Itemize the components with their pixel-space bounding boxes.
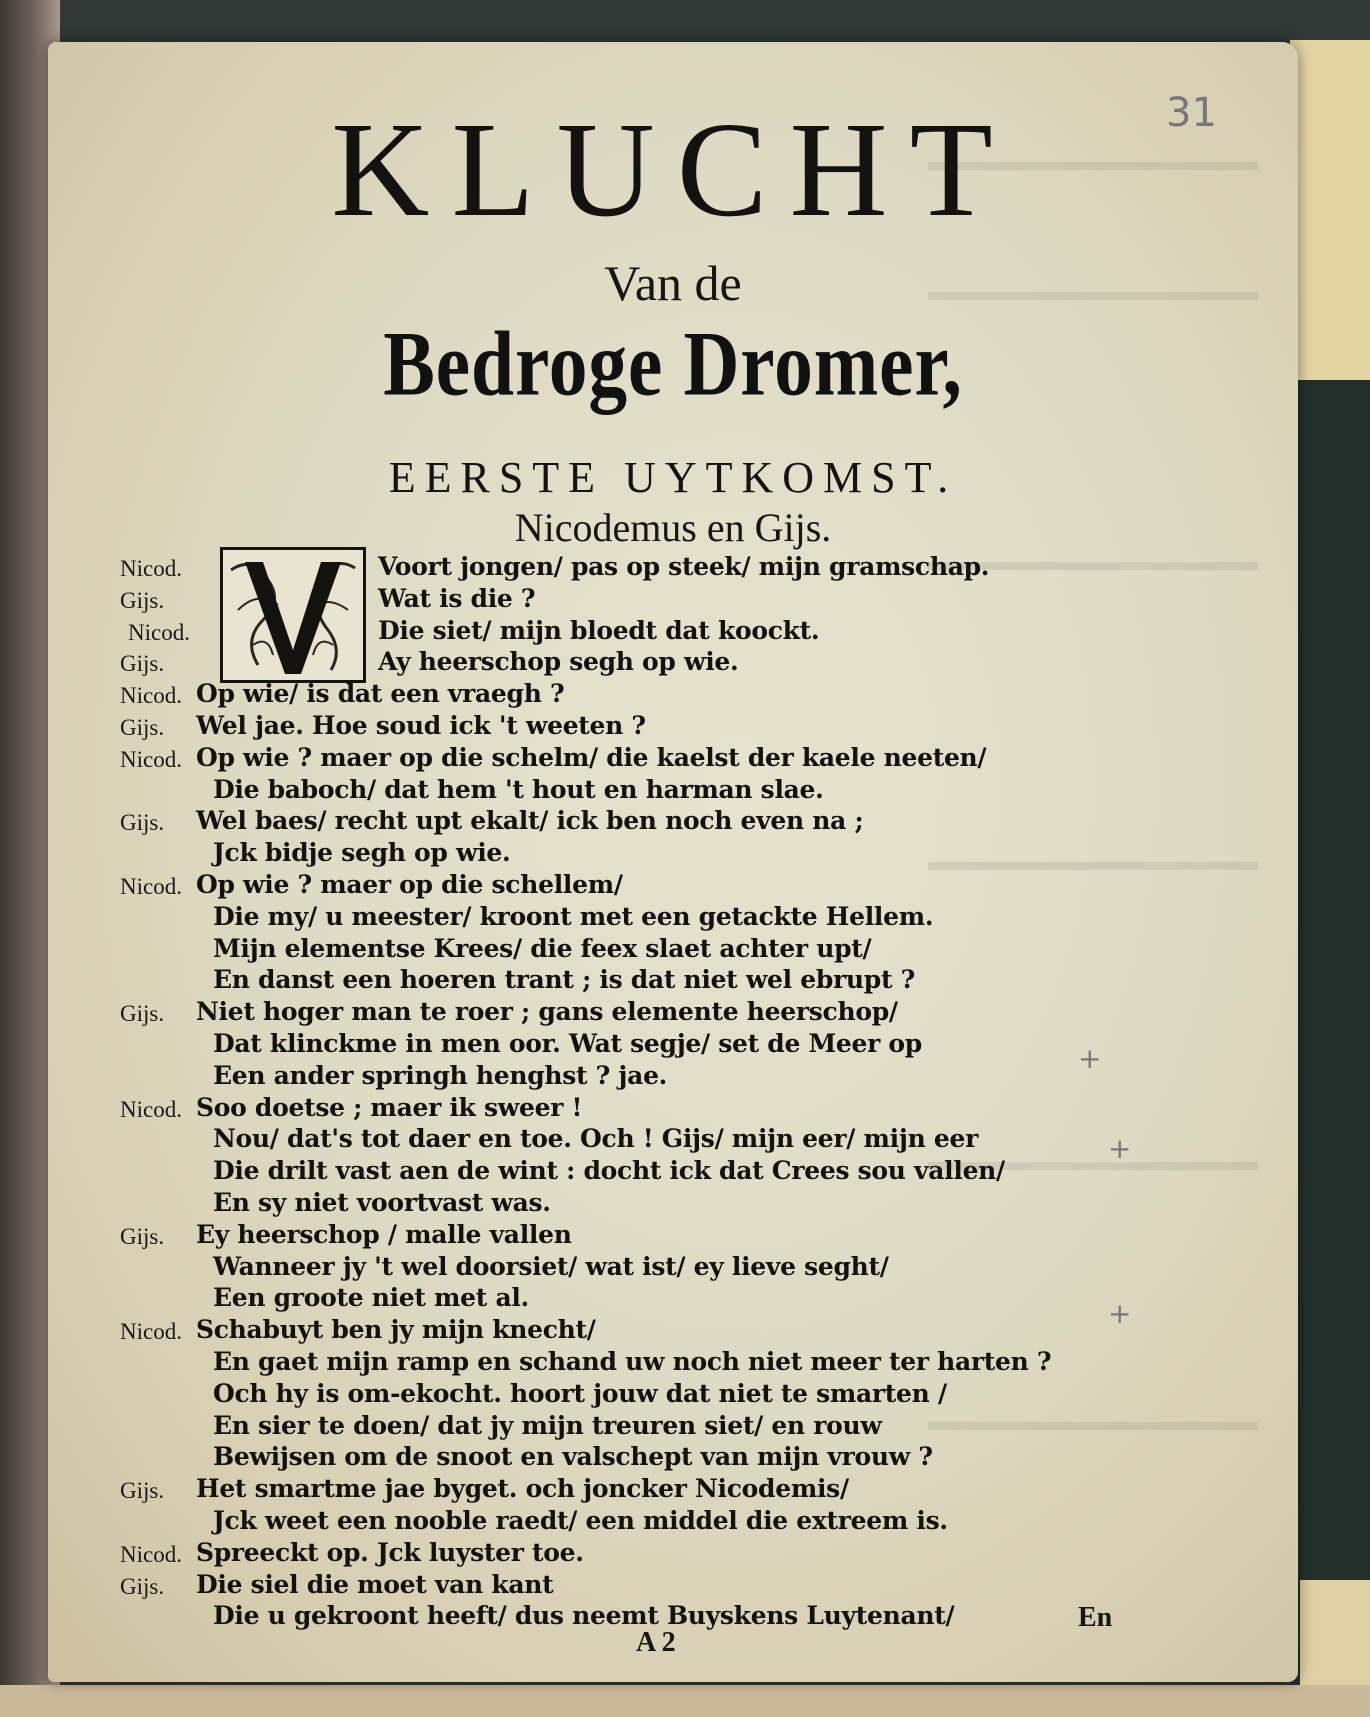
title-connector: Van de xyxy=(604,255,742,311)
speaker-name: Nicod. xyxy=(120,1319,182,1345)
verse-line: Een ander springh henghst ? jae. xyxy=(213,1060,668,1090)
speaker-name: Nicod. xyxy=(128,619,190,645)
page-title: KLUCHT xyxy=(331,95,1015,245)
speaker-name: Nicod. xyxy=(120,556,182,581)
show-through-text xyxy=(928,1422,1258,1430)
speaker-name: Gijs. xyxy=(120,715,165,740)
verse-line: Spreeckt op. Jck luyster toe. xyxy=(196,1537,584,1567)
verse-line: Die my/ u meester/ kroont met een getackte Hellem. xyxy=(213,901,934,931)
pencil-mark: + xyxy=(1108,1132,1132,1165)
verse-line: En sier te doen/ dat jy mijn treuren siet/ en rouw xyxy=(213,1410,882,1440)
verse-line: Een groote niet met al. xyxy=(213,1283,529,1313)
pencil-mark: + xyxy=(1078,1042,1102,1075)
speaker-name: Nicod. xyxy=(120,683,182,709)
verse-line: Mijn elementse Krees/ die feex slaet achter upt/ xyxy=(213,933,872,963)
verse-line: En danst een hoeren trant ; is dat niet wel ebrupt ? xyxy=(213,965,915,995)
verse-line: Soo doetse ; maer ik sweer ! xyxy=(196,1092,583,1122)
verse-line: Die siel die moet van kant xyxy=(196,1569,554,1599)
book-page xyxy=(48,42,1298,1682)
verse-line: En gaet mijn ramp en schand uw noch niet meer ter harten ? xyxy=(213,1347,1052,1376)
verse-line: Die siet/ mijn bloedt dat koockt. xyxy=(378,615,820,645)
verse-line: Dat klinckme in men oor. Wat segje/ set de Meer op xyxy=(213,1029,922,1058)
verse-line: Die u gekroont heeft/ dus neemt Buyskens Luytenant/ xyxy=(213,1601,955,1631)
verse-line: Niet hoger man te roer ; gans elemente heerschop/ xyxy=(196,997,898,1027)
verse-line: Wat is die ? xyxy=(378,583,536,613)
speaker-name: Gijs. xyxy=(120,651,165,677)
verse-line: Ay heerschop segh op wie. xyxy=(378,647,739,677)
verse-line: Op wie/ is dat een vraegh ? xyxy=(196,679,565,709)
verse-line: Schabuyt ben jy mijn knecht/ xyxy=(196,1315,596,1345)
verse-line: Bewijsen om de snoot en valschept van mijn vrouw ? xyxy=(213,1442,933,1472)
speaker-name: Gijs. xyxy=(120,1573,165,1599)
verse-line: Wel jae. Hoe soud ick 't weeten ? xyxy=(196,711,646,740)
speaker-name: Nicod. xyxy=(120,1096,182,1122)
speaker-name: Gijs. xyxy=(120,1478,165,1504)
verse-line: Och hy is om-ekocht. hoort jouw dat niet te smarten / xyxy=(213,1378,947,1408)
speaker-name: Gijs. xyxy=(120,810,165,836)
verse-line: Wel baes/ recht upt ekalt/ ick ben noch even na ; xyxy=(196,806,864,836)
verse-line: Nou/ dat's tot daer en toe. Och ! Gijs/ mijn eer/ mijn eer xyxy=(213,1124,978,1154)
verse-line: Die drilt vast aen de wint : docht ick dat Crees sou vallen/ xyxy=(213,1156,1005,1186)
show-through-text xyxy=(928,862,1258,870)
scene-heading: EERSTE UYTKOMST. xyxy=(388,453,958,502)
main-title: Bedroge Dromer, xyxy=(383,313,963,416)
verse-line: Op wie ? maer op die schelm/ die kaelst der kaele neeten/ xyxy=(196,742,987,772)
verse-line: Voort jongen/ pas op steek/ mijn gramschap. xyxy=(378,552,990,581)
verse-line: Het smartme jae byget. och joncker Nicodemis/ xyxy=(196,1474,849,1504)
speaker-name: Nicod. xyxy=(120,874,182,899)
verse-line: Wanneer jy 't wel doorsiet/ wat ist/ ey lieve seght/ xyxy=(213,1251,889,1281)
pencil-mark: + xyxy=(1108,1297,1132,1330)
verse-line: Jck weet een nooble raedt/ een middel die extreem is. xyxy=(213,1506,948,1535)
verse-line: Jck bidje segh op wie. xyxy=(213,838,511,868)
verse-line: Ey heerschop / malle vallen xyxy=(196,1219,572,1249)
catchword: En xyxy=(1078,1602,1113,1633)
speaker-name: Nicod. xyxy=(120,1541,182,1567)
speaker-name: Gijs. xyxy=(120,587,165,613)
verse-line: Die baboch/ dat hem 't hout en harman slae. xyxy=(213,774,824,804)
speaker-name: Gijs. xyxy=(120,1001,165,1027)
verse-line: En sy niet voortvast was. xyxy=(213,1188,551,1217)
signature-mark: A 2 xyxy=(636,1627,676,1658)
pencil-page-number: 31 xyxy=(1166,90,1217,136)
decorated-initial-v-icon xyxy=(220,547,366,683)
scene-persons: Nicodemus en Gijs. xyxy=(514,505,832,550)
background-right-paper xyxy=(1290,40,1370,380)
background-bottom xyxy=(0,1685,1370,1717)
speaker-name: Gijs. xyxy=(120,1223,165,1249)
verse-line: Op wie ? maer op die schellem/ xyxy=(196,870,623,899)
speaker-name: Nicod. xyxy=(120,746,182,772)
